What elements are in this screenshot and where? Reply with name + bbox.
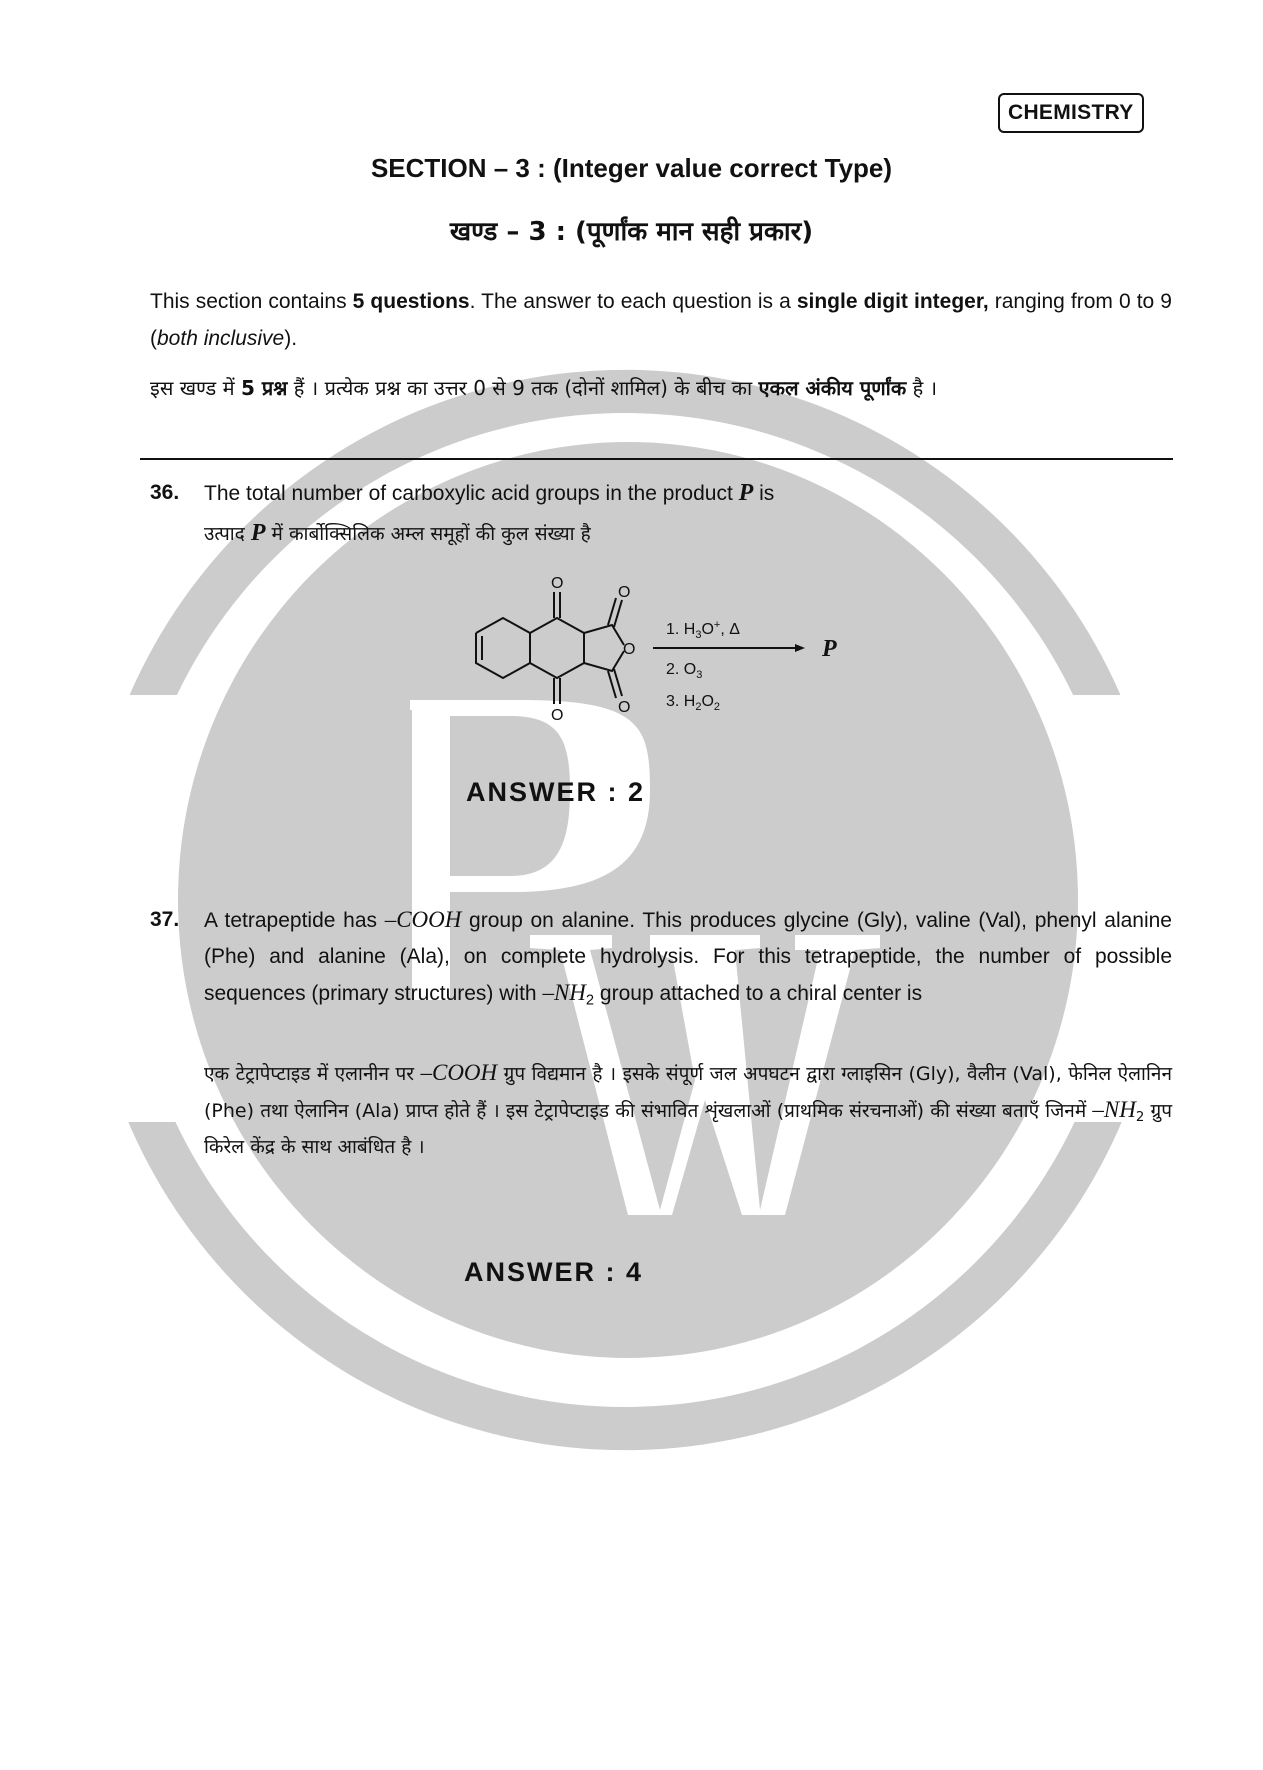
svg-text:O: O <box>618 584 631 601</box>
svg-text:O: O <box>551 707 564 720</box>
section-divider <box>140 458 1173 460</box>
reactant-structure <box>476 592 795 704</box>
svg-text:O: O <box>551 575 564 592</box>
subject-badge: CHEMISTRY <box>998 93 1144 133</box>
reagent-3: 3. $H_2O_2$ <box>666 693 721 713</box>
question-number: 36. <box>150 481 180 504</box>
section-instructions-hi: इस खण्ड में 5 प्रश्न हैं । प्रत्येक प्रश्न का उत्तर 0 से 9 तक (दोनों शामिल) के बीच का एकल अंकीय पूर्णांक है । <box>150 376 938 400</box>
reagent-1: 1. $H_3O^+$, Δ <box>666 619 740 641</box>
question-text-hi: उत्पाद P में कार्बोक्सिलिक अम्ल समूहों की कुल संख्या है <box>204 520 591 546</box>
question-36 <box>150 475 1172 555</box>
svg-text:O: O <box>623 641 636 658</box>
reaction-scheme <box>440 570 860 720</box>
arrow-head-icon <box>795 644 805 652</box>
section-title-en: SECTION – 3 : (Integer value correct Type) <box>370 153 893 183</box>
product-label: P <box>822 636 837 662</box>
reagent-2: 2. $O_3$ <box>666 661 703 681</box>
answer-36: ANSWER : 2 <box>466 777 646 807</box>
question-text-en: The total number of carboxylic acid groups in the product P is <box>204 480 775 506</box>
question-37 <box>150 902 1172 1012</box>
section-instructions-en: This section contains 5 questions. The answer to each question is a single digit integer, ranging from 0 to 9 (both inclusive). <box>150 290 1172 350</box>
question-number: 37. <box>150 908 180 931</box>
svg-text:O: O <box>618 699 631 716</box>
question-text-en: A tetrapeptide has –COOH group on alanine. This produces glycine (Gly), valine (Val), phenyl alanine (Phe) and alanine (Ala), on complete hydrolysis. For this tetrapeptide, the number of possible sequences (primary structures) with $-NH_2$ group attached to a chiral center is <box>204 907 1172 1009</box>
section-title-hi: खण्ड – 3 : (पूर्णांक मान सही प्रकार) <box>449 217 814 247</box>
question-37-text-hi: एक टेट्रापेप्टाइड में एलानीन पर –COOH ग्रुप विद्यमान है । इसके संपूर्ण जल अपघटन द्वारा ग्लाइसिन (Gly), वैलीन (Val), फेनिल ऐलानिन (Phe) तथा ऐलानिन (Ala) प्राप्त होते हैं । इस टेट्रापेप्टाइड की संभावित शृंखलाओं (प्राथमिक संरचनाओं) की संख्या बताएँ जिनमें $-NH_2$ ग्रुप किरेल केंद्र के साथ आबंधित है । <box>204 1060 1172 1158</box>
answer-37: ANSWER : 4 <box>464 1257 644 1287</box>
